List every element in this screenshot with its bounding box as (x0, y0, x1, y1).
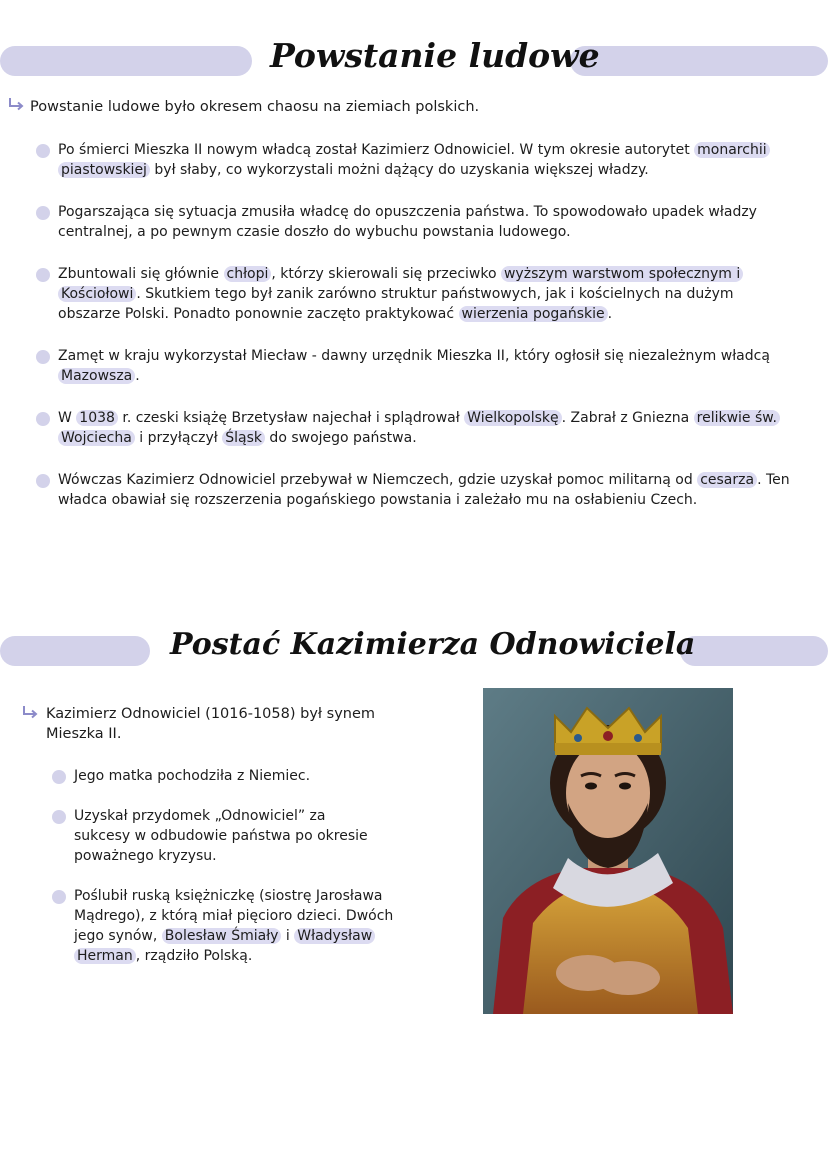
highlight: Śląsk (222, 430, 265, 446)
list-item: Pogarszająca się sytuacja zmusiła władcę do opuszczenia państwa. To spowodowało upadek władzy centralnej, a po pewnym czasie doszło do wybuchu powstania ludowego. (36, 202, 796, 242)
section2-intro: Kazimierz Odnowiciel (1016-1058) był synem Mieszka II. (46, 706, 376, 742)
list-item: Po śmierci Mieszka II nowym władcą został Kazimierz Odnowiciel. W tym okresie autorytet monarchii piastowskiej był słaby, co wykorzystali możni dążący do uzyskania większej władzy. (36, 140, 796, 180)
arrow-return-icon (8, 97, 24, 111)
list-item: Jego matka pochodziła z Niemiec. (52, 766, 412, 786)
highlight: chłopi (224, 266, 272, 282)
section2-title: Postać Kazimierza Odnowiciela (170, 627, 696, 662)
bullet-dot-icon (36, 350, 50, 364)
highlight: Wielkopolskę (464, 410, 561, 426)
bullet-dot-icon (36, 268, 50, 282)
bullet-dot-icon (52, 810, 66, 824)
portrait-image (483, 688, 733, 1014)
bullet-dot-icon (36, 412, 50, 426)
highlight: Bolesław Śmiały (162, 928, 282, 944)
list-item: W 1038 r. czeski książę Brzetysław najechał i splądrował Wielkopolskę . Zabrał z Gniezna relikwie św. Wojciecha i przyłączył Śląsk do swojego państwa. (36, 408, 796, 448)
section1-title: Powstanie ludowe (270, 36, 600, 75)
highlight: cesarza (697, 472, 757, 488)
highlight: Władysław Herman (74, 928, 375, 964)
heading-bar-left (0, 46, 252, 76)
heading-bar-right (570, 46, 828, 76)
highlight: relikwie św. Wojciecha (58, 410, 780, 446)
list-item: Zamęt w kraju wykorzystał Miecław - dawny urzędnik Mieszka II, który ogłosił się niezależnym władcą Mazowsza . (36, 346, 796, 386)
bullet-dot-icon (36, 474, 50, 488)
list-item: Poślubił ruską księżniczkę (siostrę Jarosława Mądrego), z którą miał pięcioro dzieci. Dwóch jego synów, Bolesław Śmiały i Władysław Herman , rządziło Polską. (52, 886, 412, 966)
bullet-dot-icon (36, 144, 50, 158)
arrow-return-icon (22, 705, 38, 719)
heading-bar-right (680, 636, 828, 666)
highlight: wierzenia pogańskie (459, 306, 608, 322)
section1-intro: Powstanie ludowe było okresem chaosu na ziemiach polskich. (30, 99, 480, 115)
bullet-dot-icon (36, 206, 50, 220)
highlight: 1038 (76, 410, 118, 426)
highlight: monarchii piastowskiej (58, 142, 770, 178)
list-item: Uzyskał przydomek „Odnowiciel” za sukcesy w odbudowie państwa po okresie poważnego kryzysu. (52, 806, 412, 866)
highlight: wyższym warstwom społecznym i Kościołowi (58, 266, 743, 302)
section1-points (36, 140, 796, 510)
section2-points (52, 766, 412, 966)
heading-bar-left (0, 636, 150, 666)
list-item: Wówczas Kazimierz Odnowiciel przebywał w Niemczech, gdzie uzyskał pomoc militarną od cesarza . Ten władca obawiał się rozszerzenia pogańskiego powstania i zależało mu na osłabieniu Czech. (36, 470, 796, 510)
highlight: Mazowsza (58, 368, 135, 384)
list-item: Zbuntowali się głównie chłopi , którzy skierowali się przeciwko wyższym warstwom społecznym i Kościołowi . Skutkiem tego był zanik zarówno struktur państwowych, jak i kościelnych na dużym obszarze Polski. Ponadto ponownie zaczęto praktykować wierzenia pogańskie . (36, 264, 796, 324)
bullet-dot-icon (52, 770, 66, 784)
bullet-dot-icon (52, 890, 66, 904)
